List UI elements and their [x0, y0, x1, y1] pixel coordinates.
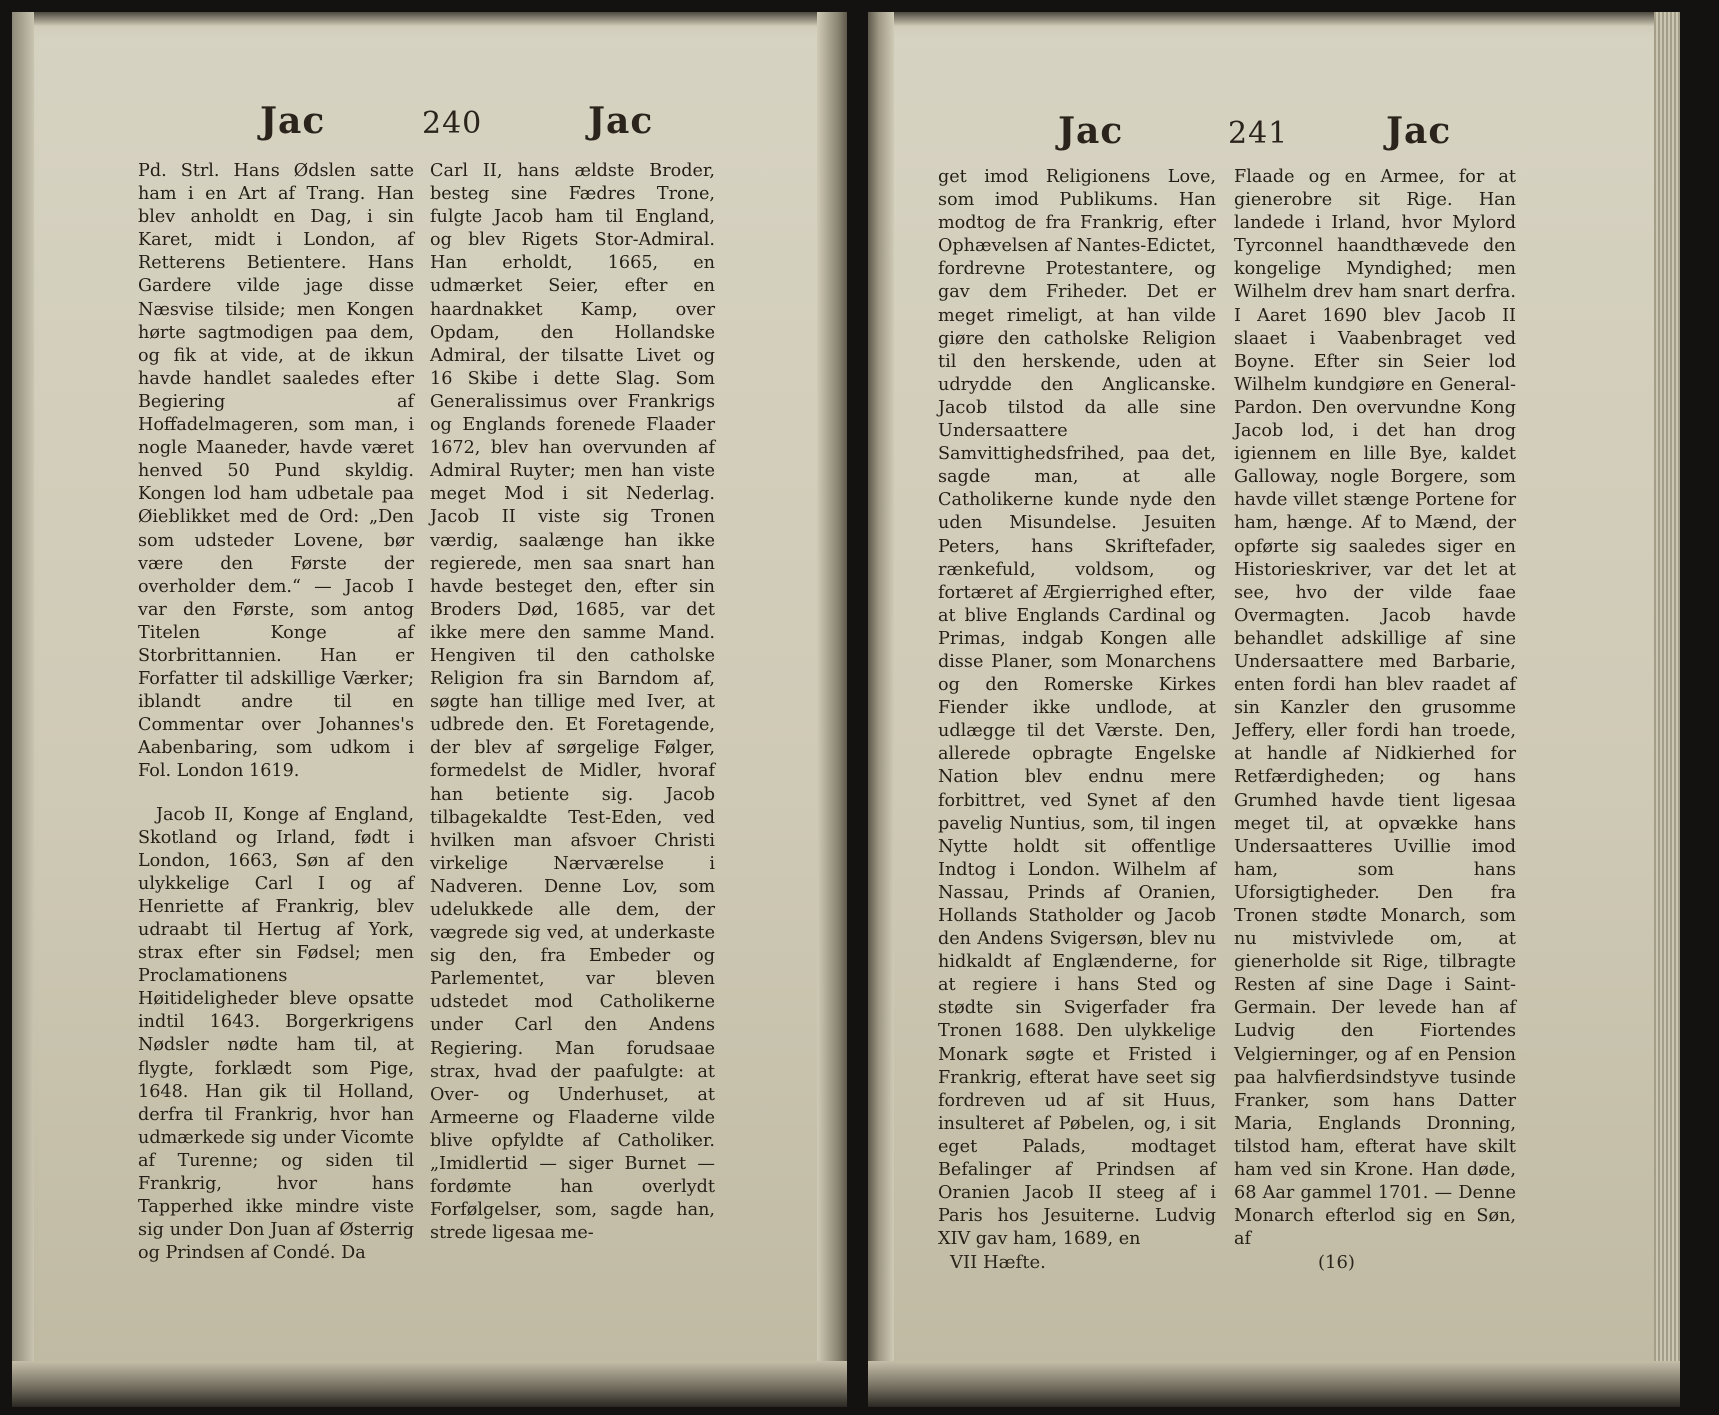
running-head-right-word: Jac [588, 100, 654, 142]
right-page [868, 12, 1680, 1407]
running-head-left-word: Jac [260, 100, 326, 142]
page-fore-edge [12, 12, 34, 1407]
page-bottom-edge [12, 1361, 847, 1407]
left-page [12, 12, 847, 1407]
paragraph: get imod Religionens Love, som imod Publikums. Han modtog de fra Frankrig, efter Ophævelsen af Nantes-Edictet, fordrevne Protestantere, og gav dem Friheder. Det er meget rimeligt, at han vilde giøre den catholske Religion til den herskende, uden at udrydde den Anglicanske. Jacob tilstod da alle sine Undersaattere Samvittighedsfrihed, paa det, sagde man, at alle Catholikerne kunde nyde den uden Misundelse. Jesuiten Peters, hans Skriftefader, rænkefuld, voldsom, og fortæret af Ærgierrighed efter, at blive Englands Cardinal og Primas, indgab Kongen alle disse Planer, som Monarchens og den Romerske Kirkes Fiender ikke undlode, at udlægge til det Værste. Den, allerede opbragte Engelske Nation blev endnu mere forbittret, ved Synet af den pavelig Nuntius, som, til ingen Nytte holdt sit offentlige Indtog i London. Wilhelm af Nassau, Prinds af Oranien, Hollands Statholder og Jacob den Andens Svigersøn, blev nu hidkaldt af Englænderne, for at regiere i hans Sted og stødte sin Svigerfader fra Tronen 1688. Den ulykkelige Monark søgte et Fristed i Frankrig, efterat have seet sig fordreven ud af sit Huus, insulteret af Pøbelen, og, i sit eget Palads, modtaget Befalinger af Prindsen af Oranien Jacob II steeg af i Paris hos Jesuiterne. Ludvig XIV gav ham, 1689, en [938, 167, 1216, 1250]
page-top-edge [12, 12, 847, 26]
paragraph-jacob-ii: Jacob II, Konge af England, Skotland og Irland, født i London, 1663, Søn af den ulykkelige Carl I og af Henriette af Frankrig, blev udraabt til Hertug af York, strax efter sin Fødsel; men Proclamationens Høitideligheder bleve opsatte indtil 1643. Borgerkrigens Nødsler nødte ham til, at flygte, forklædt som Pige, 1648. Han gik til Holland, derfra til Frankrig, hvor han udmærkede sig under Vicomte af Turenne; og siden til Frankrig, hvor hans Tapperhed ikke mindre viste sig under Don Juan af Østerrig og Prindsen af Condé. Da [138, 804, 414, 1264]
right-page-column-2 [1234, 166, 1516, 1251]
page-top-edge [868, 12, 1680, 26]
left-page-column-1 [138, 160, 414, 1265]
book-gutter [817, 12, 847, 1407]
right-page-column-1 [938, 166, 1216, 1251]
sheet-number: (16) [1318, 1252, 1355, 1273]
page-bottom-edge [868, 1361, 1680, 1407]
page-number: 240 [422, 106, 483, 141]
page-number: 241 [1228, 116, 1289, 151]
running-head-left-word: Jac [1058, 110, 1124, 152]
paragraph: Pd. Strl. Hans Ødslen satte ham i en Art af Trang. Han blev anholdt en Dag, i sin Karet, midt i London, af Retterens Betientere. Hans Gardere vilde jage disse Næsvise tilside; men Kongen hørte sagtmodigen paa dem, og fik at vide, at de ikkun havde handlet saaledes efter Begiering af Hoffadelmageren, som man, i nogle Maaneder, havde været henved 50 Pund skyldig. Kongen lod ham udbetale paa Øieblikket med de Ord: „Den som udsteder Lovene, bør være den Første der overholder dem.“ — Jacob I var den Første, som antog Titelen Konge af Storbrittannien. Han er Forfatter til adskillige Værker; iblandt andre til en Commentar over Johannes's Aabenbaring, som udkom i Fol. London 1619. [138, 161, 414, 782]
left-page-column-2 [430, 160, 715, 1245]
paragraph: Flaade og en Armee, for at gienerobre sit Rige. Han landede i Irland, hvor Mylord Tyrconnel haandthævede den kongelige Myndighed; men Wilhelm drev ham snart derfra. I Aaret 1690 blev Jacob II slaaet i Vaabenbraget ved Boyne. Efter sin Seier lod Wilhelm kundgiøre en General-Pardon. Den overvundne Kong Jacob lod, i det han drog igiennem en lille Bye, kaldet Galloway, nogle Borgere, som havde villet stænge Portene for ham, hænge. Af to Mænd, der opførte sig saaledes siger en Historieskriver, var det let at see, hvo der vilde faae Overmagten. Jacob havde behandlet adskillige af sine Undersaattere med Barbarie, enten fordi han blev raadet af sin Kanzler den grusomme Jeffery, eller fordi han troede, at handle af Nidkierhed for Retfærdigheden; og hans Grumhed havde tient ligesaa meget til, at opvække hans Undersaatteres Uvillie imod ham, som hans Uforsigtigheder. Den fra Tronen stødte Monarch, som nu mistvivlede om, at gienerholde sit Rige, tilbragte Resten af sine Dage i Saint-Germain. Der levede han af Ludvig den Fiortendes Velgierninger, og af en Pension paa halvfierdsindstyve tusinde Franker, som hans Datter Maria, Englands Dronning, tilstod ham, efterat have skilt ham ved sin Krone. Han døde, 68 Aar gammel 1701. — Denne Monarch efterlod sig en Søn, af [1234, 167, 1516, 1250]
page-fore-edge [1654, 12, 1680, 1407]
running-head-right-word: Jac [1386, 110, 1452, 152]
book-gutter [868, 12, 894, 1407]
signature-mark: VII Hæfte. [950, 1252, 1046, 1273]
paragraph: Carl II, hans ældste Broder, besteg sine Fædres Trone, fulgte Jacob ham til England, og blev Rigets Stor-Admiral. Han erholdt, 1665, en udmærket Seier, efter en haardnakket Kamp, over Opdam, den Hollandske Admiral, der tilsatte Livet og 16 Skibe i dette Slag. Som Generalissimus over Frankrigs og Englands forenede Flaader 1672, blev han overvunden af Admiral Ruyter; men han viste meget Mod i sit Nederlag. Jacob II viste sig Tronen værdig, saalænge han ikke regierede, men saa snart han havde besteget den, efter sin Broders Død, 1685, var det ikke mere den samme Mand. Hengiven til den catholske Religion fra sin Barndom af, søgte han tillige med Iver, at udbrede den. Et Foretagende, der blev af sørgelige Følger, formedelst de Midler, hvoraf han betiente sig. Jacob tilbagekaldte Test-Eden, ved hvilken man afsvoer Christi virkelige Nærværelse i Nadveren. Denne Lov, som udelukkede alle dem, der vægrede sig ved, at underkaste sig den, fra Embeder og Parlementet, var bleven udstedet mod Catholikerne under Carl den Andens Regiering. Man forudsaae strax, hvad der paafulgte: at Over- og Underhuset, at Armeerne og Flaaderne vilde blive opfyldte af Catholiker. „Imidlertid — siger Burnet — fordømte han overlydt Forfølgelser, som, sagde han, strede ligesaa me- [430, 161, 715, 1244]
